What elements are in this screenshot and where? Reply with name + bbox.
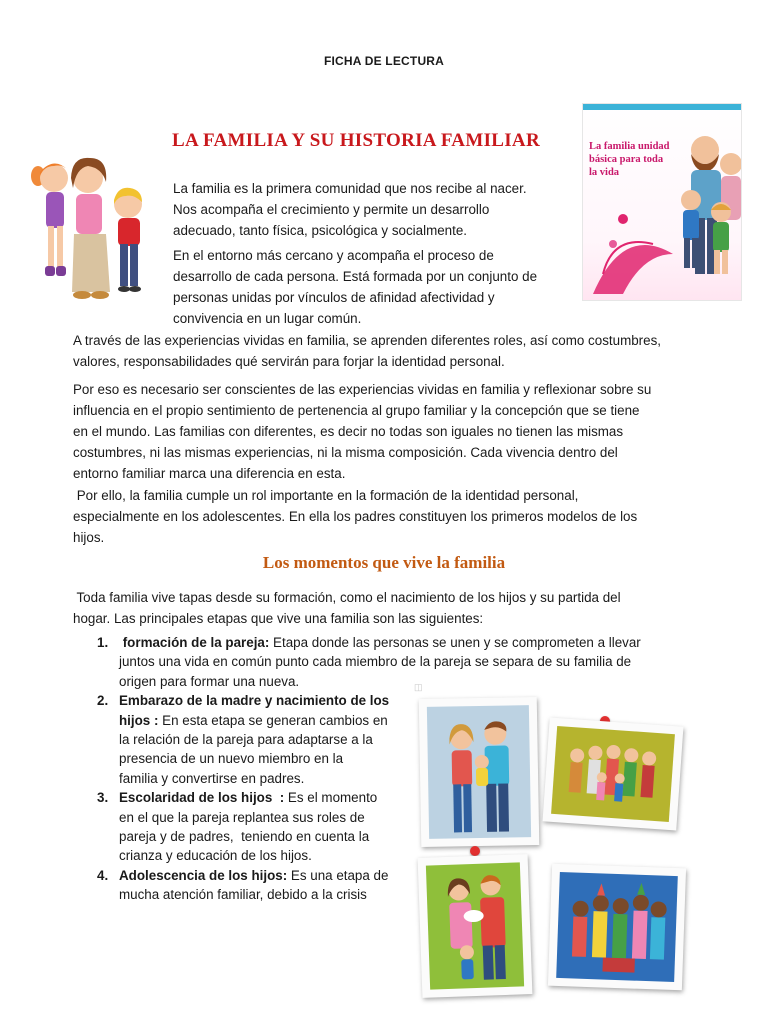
poster-caption-line: la vida [589,167,620,178]
family-stages-collage [408,680,698,1020]
text-line: En el entorno más cercano y acompaña el proceso de [173,248,494,263]
poster-family-illustration [583,104,741,300]
text-line: entorno familiar marca una diferencia en esta. [73,466,346,481]
bold-text: formación de la pareja: [119,635,270,650]
text-run: origen para formar una nueva. [119,673,300,689]
bold-text: hijos : [119,712,159,728]
text-line [119,730,419,749]
intro-paragraph-1 [173,178,573,241]
text-line: Toda familia vive tapas desde su formación, como el nacimiento de los hijos y su partida del [73,590,621,605]
party-family-illustration [548,864,686,991]
text-line: Por eso es necesario ser conscientes de las experiencias vividas en familia y reflexionar sobre su [73,382,652,397]
text-line: influencia en el propio sentimiento de pertenencia al grupo familiar y la concepción que se tiene [73,403,640,418]
text-line [119,866,419,885]
bold-text: Escolaridad de los hijos : [119,790,285,806]
family-poster-image [583,104,741,300]
text-line: Nos acompaña el crecimiento y permite un desarrollo [173,202,490,217]
photo-couple-child [419,697,540,847]
text-line [119,885,419,904]
text-line: adecuado, tanto física, psicológica y socialmente. [173,223,468,238]
text-run: en el que la pareja replantea sus roles de [119,809,365,825]
text-line: personas unidas por vínculos de afinidad afectividad y [173,290,495,305]
body-paragraph-3 [73,485,713,548]
photo-teen-party [548,864,686,991]
text-run: Es una etapa de [287,867,389,883]
text-line [119,633,739,652]
document-title: LA FAMILIA Y SU HISTORIA FAMILIAR [172,130,540,151]
text-line: A través de las experiencias vividas en familia, se aprenden diferentes roles, así como costumbres, [73,333,661,348]
text-run: crianza y educación de los hijos. [119,848,312,864]
bold-text: Adolescencia de los hijos: [119,867,288,883]
section-title: Los momentos que vive la familia [262,553,506,572]
body-paragraph-1 [73,330,713,372]
text-line [119,808,419,827]
list-number: 2. [97,693,109,709]
couple-child-illustration [419,697,540,847]
text-line [119,711,419,730]
cartoon-family-illustration [26,152,150,304]
text-line: en el mundo. Las familias con diferentes, es decir no todas son iguales no tienen las mismas [73,424,624,439]
text-line: valores, responsabilidades qué servirán para forjar la identidad personal. [73,354,505,369]
text-line: desarrollo de cada persona. Está formada por un conjunto de [173,269,538,284]
text-line: convivencia en un lugar común. [173,311,362,326]
text-line [119,749,419,768]
text-line: costumbres, ni las mismas experiencias, ni la misma composición. Cada vivencia dentro del [73,445,618,460]
list-number: 1. [97,635,109,650]
section-intro [73,587,713,629]
text-line [119,827,419,846]
poster-caption-line: La familia unidad [589,141,670,152]
text-line [119,691,419,710]
text-line: Por ello, la familia cumple un rol importante en la formación de la identidad personal, [73,488,579,503]
text-line: hogar. Las principales etapas que vive una familia son las siguientes: [73,611,484,626]
text-run: pareja y de padres, teniendo en cuenta la [119,829,370,845]
text-run: presencia de un nuevo miembro en la [119,751,344,767]
text-run: mucha atención familiar, debido a la crisis [119,887,367,903]
pushpin-icon [470,846,480,856]
text-run: familia y convertirse en padres. [119,770,305,786]
photo-baby-birth [418,854,533,998]
extended-family-illustration [543,717,684,830]
text-line: hijos. [73,530,105,545]
text-run: En esta etapa se generan cambios en [158,712,388,728]
text-line [119,769,419,788]
body-paragraph-2 [73,379,713,484]
list-number: 3. [97,790,109,806]
list-item [73,866,419,905]
text-run: Etapa donde las personas se unen y se comprometen a llevar [269,635,641,650]
text-line: especialmente en los adolescentes. En ella los padres constituyen los primeros modelos de los [73,509,638,524]
watermark-icon: ◫ [414,682,423,692]
text-run: la relación de la pareja para adaptarse a la [119,732,373,748]
bold-text: Embarazo de la madre y nacimiento de los [119,693,390,709]
intro-paragraph-2 [173,245,573,329]
text-line [119,846,419,865]
document-header: FICHA DE LECTURA [323,54,445,68]
list-item [73,788,419,866]
text-run: juntos una vida en común punto cada miembro de la pareja se separa de su familia de [119,654,632,670]
text-line [119,788,419,807]
poster-caption-line: básica para toda [589,154,664,165]
baby-family-illustration [418,854,533,998]
text-run: Es el momento [284,790,378,806]
text-line [119,652,739,671]
list-item [73,691,419,788]
list-number: 4. [97,867,109,883]
photo-extended-family [543,717,684,830]
text-line: La familia es la primera comunidad que nos recibe al nacer. [173,181,527,196]
